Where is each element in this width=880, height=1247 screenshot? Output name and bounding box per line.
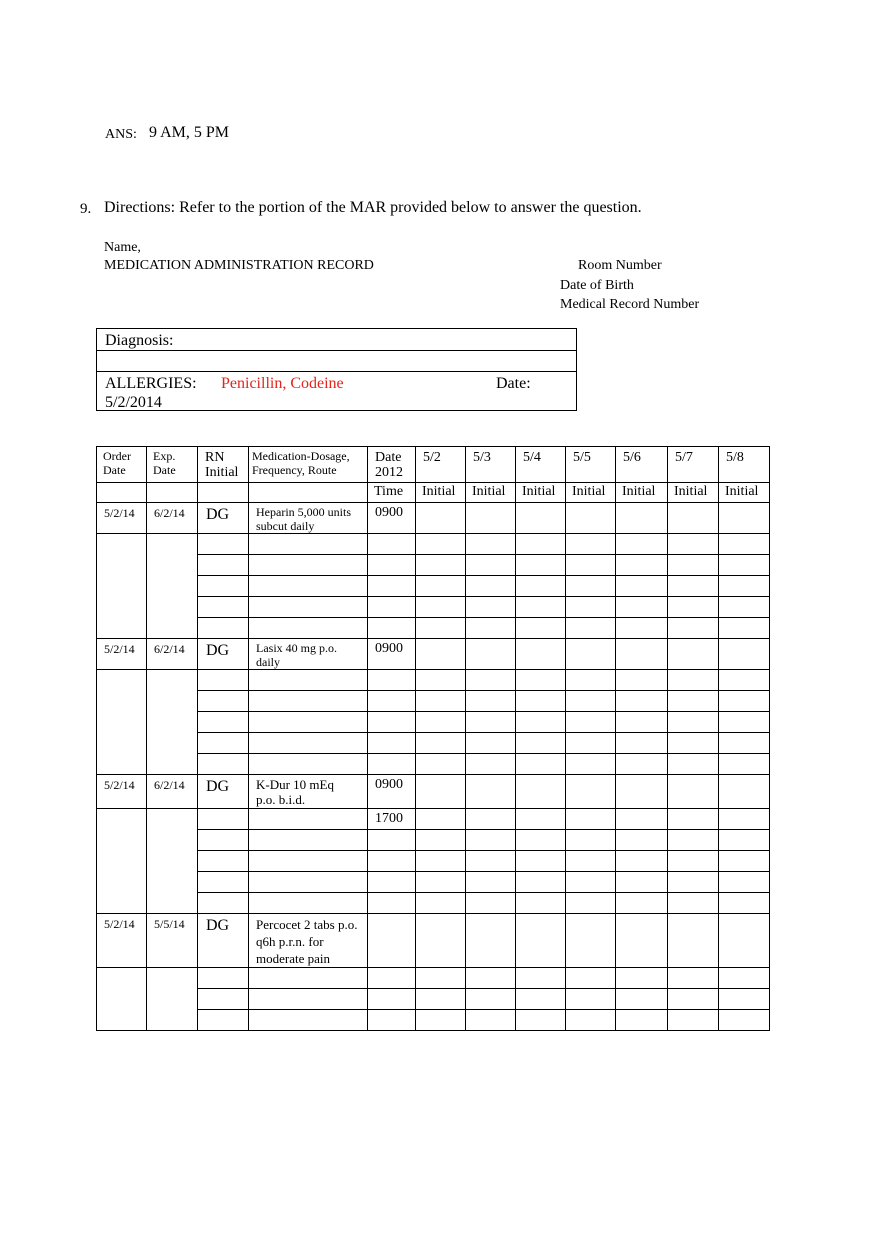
medication-row [97, 639, 770, 670]
exp-date-header: Exp. Date [147, 447, 198, 483]
day-header: 5/8 [719, 447, 770, 483]
exp-date-cell: 5/5/14 [147, 914, 198, 968]
medication-row [97, 503, 770, 534]
room-number-label: Room Number [578, 258, 662, 273]
diagnosis-allergies-box [96, 328, 577, 411]
date-of-birth-label: Date of Birth [560, 278, 634, 293]
order-date-cell: 5/2/14 [97, 639, 147, 670]
exp-date-cell: 6/2/14 [147, 775, 198, 809]
mar-table [96, 446, 770, 1031]
initial-label-cell: Initial [616, 483, 668, 503]
date-year-header: Date 2012 [368, 447, 416, 483]
day-header: 5/7 [668, 447, 719, 483]
medication-cell: Heparin 5,000 units subcut daily [249, 503, 368, 534]
exp-date-cell: 6/2/14 [147, 503, 198, 534]
rn-initial-cell: DG [198, 639, 249, 670]
medication-header: Medication-Dosage, Frequency, Route [249, 447, 368, 483]
answer-value: 9 AM, 5 PM [149, 124, 230, 141]
time-label-cell: Time [368, 483, 416, 503]
question-text: Directions: Refer to the portion of the MAR provided below to answer the question. [104, 199, 642, 216]
time-cell: 0900 [368, 503, 416, 534]
order-date-cell: 5/2/14 [97, 914, 147, 968]
exp-date-cell: 6/2/14 [147, 639, 198, 670]
time-cell: 0900 [368, 639, 416, 670]
rn-initial-cell: DG [198, 503, 249, 534]
initial-label-cell: Initial [668, 483, 719, 503]
day-header: 5/5 [566, 447, 616, 483]
medication-cell: Percocet 2 tabs p.o. q6h p.r.n. for moderate pain [249, 914, 368, 968]
day-header: 5/2 [416, 447, 466, 483]
medication-cell: Lasix 40 mg p.o. daily [249, 639, 368, 670]
time-cell: 0900 [368, 775, 416, 809]
header-row [97, 447, 770, 483]
time-initial-row [97, 483, 770, 503]
box-divider [97, 371, 576, 372]
initial-label-cell: Initial [466, 483, 516, 503]
time-cell: 1700 [368, 809, 416, 830]
day-header: 5/6 [616, 447, 668, 483]
initial-label-cell: Initial [719, 483, 770, 503]
initial-label-cell: Initial [416, 483, 466, 503]
allergies-label: ALLERGIES: [105, 375, 197, 392]
order-date-cell: 5/2/14 [97, 775, 147, 809]
initial-label-cell: Initial [566, 483, 616, 503]
medication-cell: K-Dur 10 mEq p.o. b.i.d. [249, 775, 368, 809]
day-header: 5/3 [466, 447, 516, 483]
date-value: 5/2/2014 [105, 394, 162, 411]
order-date-header: Order Date [97, 447, 147, 483]
medication-row [97, 775, 770, 809]
rn-initial-cell: DG [198, 914, 249, 968]
answer-label: ANS: [105, 127, 137, 142]
day-header: 5/4 [516, 447, 566, 483]
question-number: 9. [80, 201, 92, 217]
patient-name-label: Name, [104, 240, 141, 255]
rn-initial-cell: DG [198, 775, 249, 809]
rn-initial-header: RN Initial [198, 447, 249, 483]
medication-row [97, 914, 770, 968]
order-date-cell: 5/2/14 [97, 503, 147, 534]
diagnosis-label: Diagnosis: [105, 332, 174, 349]
record-title: MEDICATION ADMINISTRATION RECORD [104, 258, 374, 273]
box-divider [97, 350, 576, 351]
date-label: Date: [496, 375, 531, 392]
allergies-value: Penicillin, Codeine [221, 375, 344, 392]
medical-record-number-label: Medical Record Number [560, 297, 700, 312]
initial-label-cell: Initial [516, 483, 566, 503]
